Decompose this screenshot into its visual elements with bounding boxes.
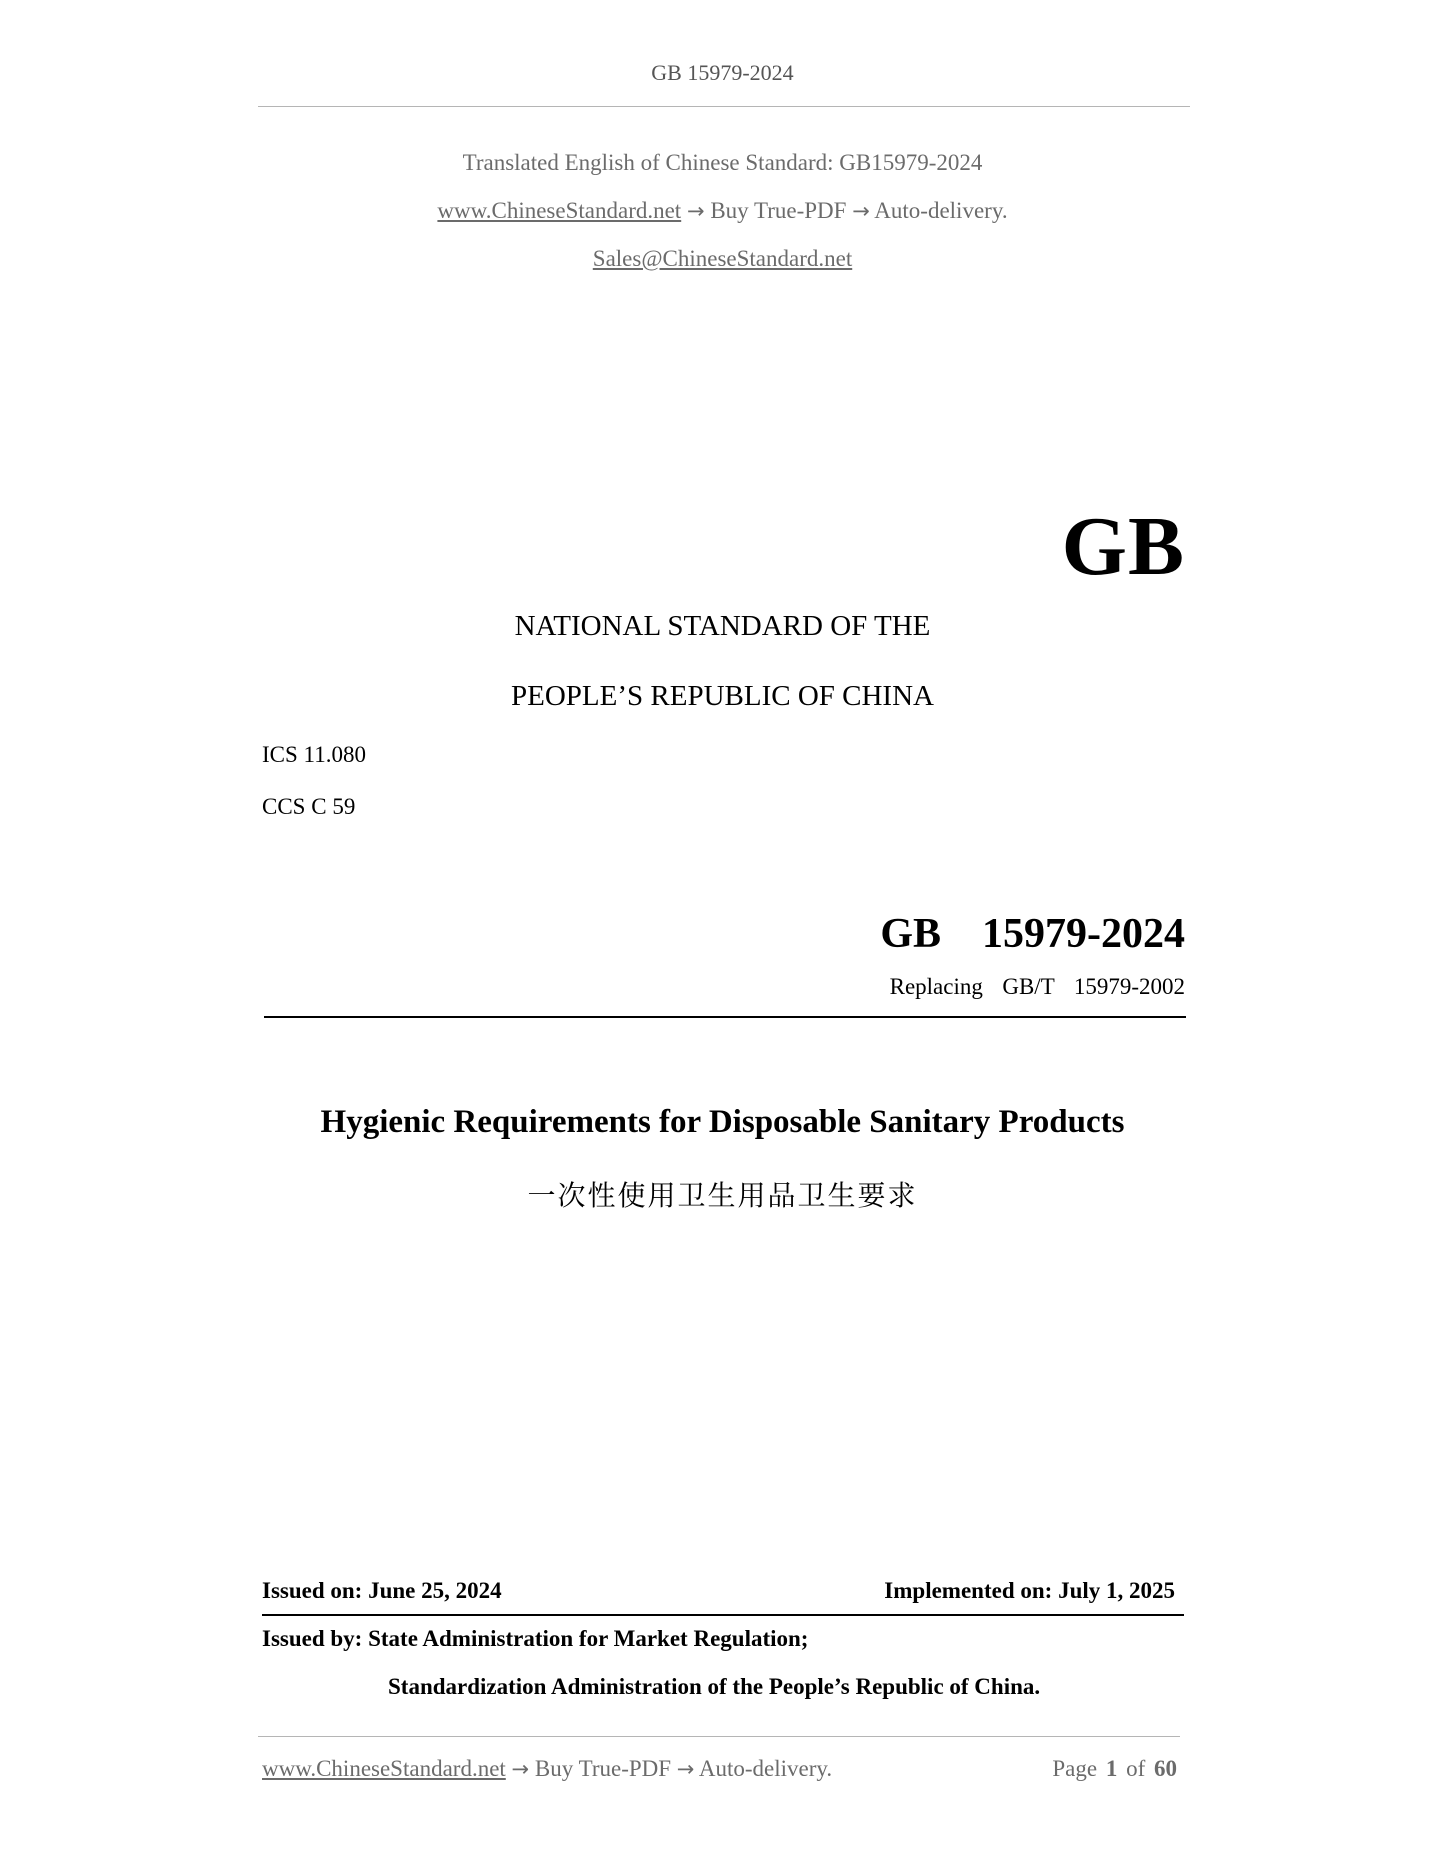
footer-divider	[258, 1736, 1180, 1737]
ics-code: ICS 11.080	[262, 742, 366, 767]
buy-line	[0, 198, 1445, 224]
replacing-standard: Replacing GB/T 15979-2002	[889, 974, 1185, 999]
issued-by-continued: Standardization Administration of the People’s Republic of China.	[388, 1674, 1041, 1699]
arrow-right-icon: →	[511, 1757, 530, 1781]
ccs-code: CCS C 59	[262, 794, 356, 819]
sales-line	[0, 246, 1445, 272]
page-of: of	[1126, 1756, 1146, 1781]
arrow-right-icon: →	[686, 199, 705, 223]
title-chinese: 一次性使用卫生用品卫生要求	[527, 1179, 918, 1212]
arrow-right-icon: →	[676, 1757, 695, 1781]
footer-buy-text: Buy True-PDF	[534, 1756, 672, 1781]
standard-number-divider	[264, 1016, 1186, 1018]
buy-text: Buy True-PDF	[710, 198, 847, 223]
footer-site-link[interactable]: www.ChineseStandard.net	[262, 1756, 506, 1781]
running-header: GB 15979-2024	[651, 60, 794, 85]
sales-email-link[interactable]: Sales@ChineseStandard.net	[592, 246, 853, 271]
national-standard-line-1: NATIONAL STANDARD OF THE	[514, 610, 931, 642]
implemented-on-date: Implemented on: July 1, 2025	[884, 1578, 1175, 1603]
title-english: Hygienic Requirements for Disposable Sanitary Products	[320, 1104, 1125, 1140]
translated-label: Translated English of Chinese Standard: GB15979-2024	[462, 150, 983, 175]
standard-number: GB 15979-2024	[880, 911, 1185, 957]
national-standard-line-2: PEOPLE’S REPUBLIC OF CHINA	[511, 680, 934, 712]
page-total: 60	[1154, 1756, 1177, 1781]
page-label: Page	[1052, 1756, 1098, 1781]
footer-delivery-text: Auto-delivery.	[698, 1756, 833, 1781]
header-divider	[258, 106, 1190, 107]
page-current: 1	[1105, 1756, 1118, 1781]
delivery-text: Auto-delivery.	[874, 198, 1008, 223]
issued-on-date: Issued on: June 25, 2024	[262, 1578, 502, 1603]
arrow-right-icon: →	[852, 199, 870, 223]
site-link[interactable]: www.ChineseStandard.net	[437, 198, 682, 223]
issuance-divider	[262, 1614, 1184, 1616]
page-indicator	[1052, 1756, 1177, 1782]
issued-by: Issued by: State Administration for Market Regulation;	[262, 1626, 809, 1651]
footer-buy-line	[262, 1756, 832, 1782]
gb-logo: GB	[1061, 500, 1185, 593]
